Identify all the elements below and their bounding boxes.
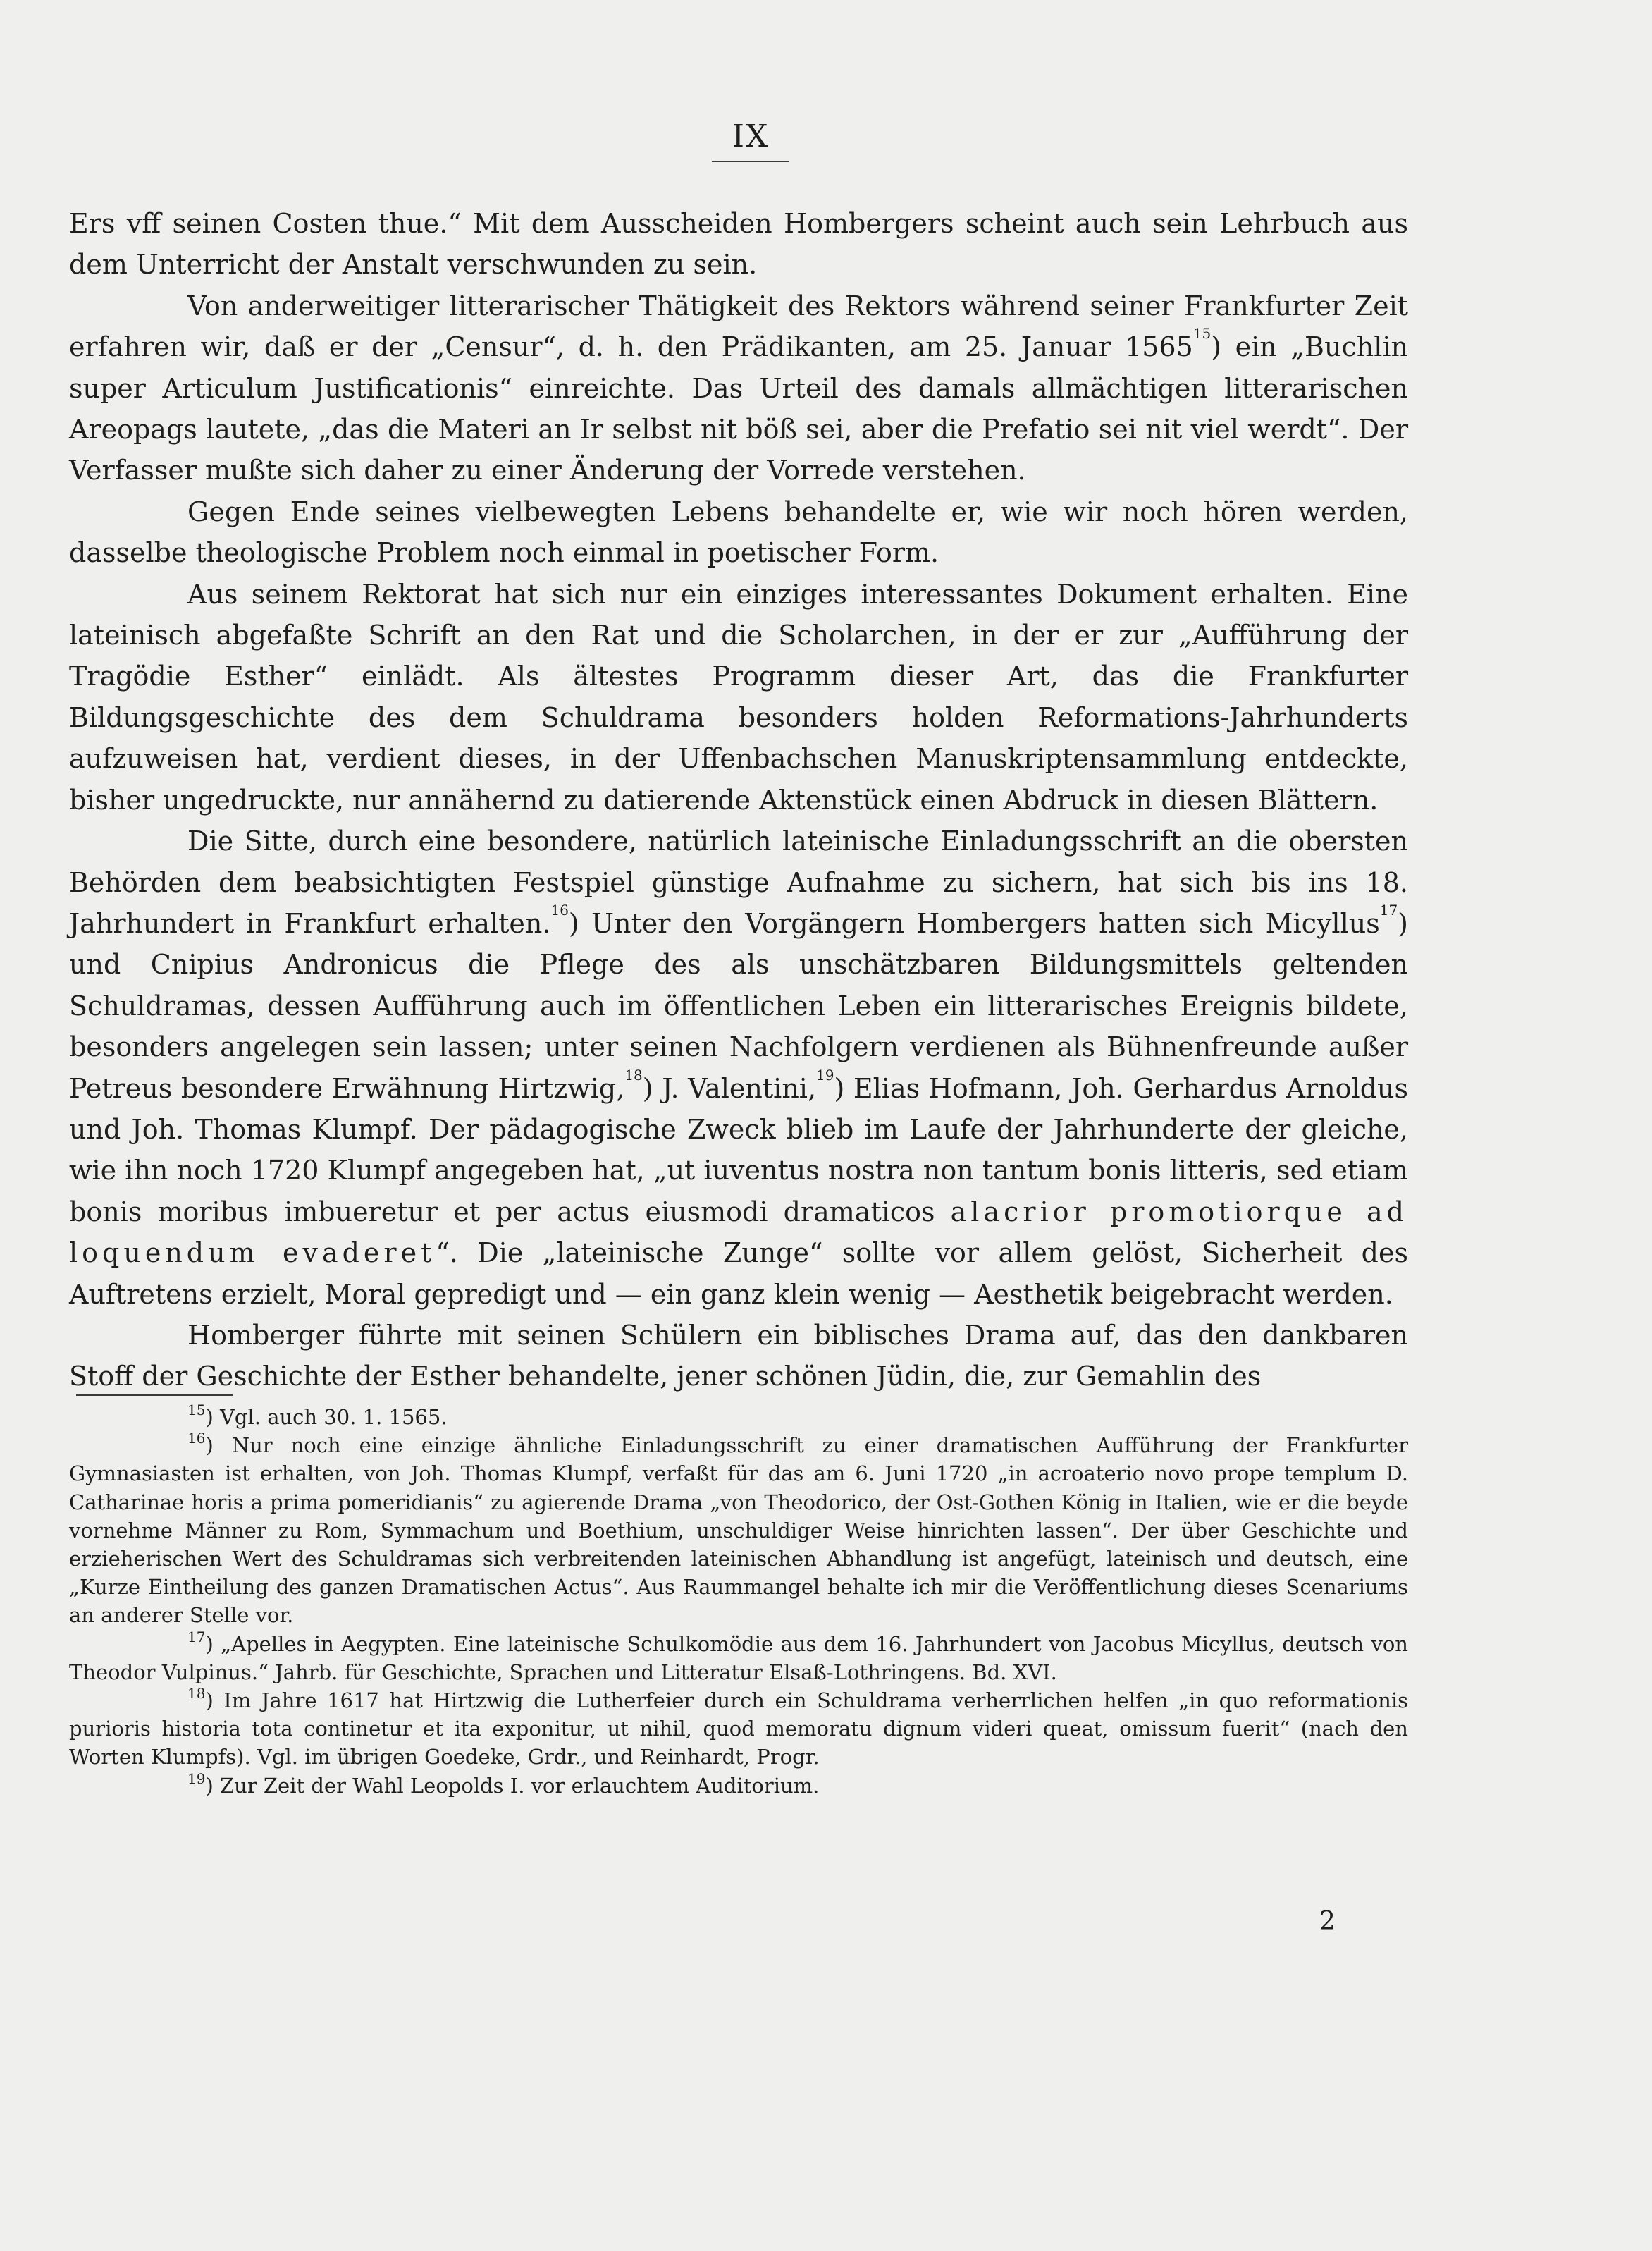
footnote-ref-19: 19 <box>816 1066 834 1084</box>
footnote-16-mark: 16 <box>187 1430 206 1447</box>
footnote-19 <box>69 1769 1408 1800</box>
footnote-17-mark: 17 <box>187 1628 206 1645</box>
paragraph-3: Gegen Ende seines vielbewegten Lebens behandelte er, wie wir noch hören werden, dasselbe theologische Problem noch einmal in poetischer Form. <box>69 496 1408 569</box>
footnote-ref-15: 15 <box>1192 325 1212 343</box>
footnote-17 <box>69 1630 1408 1686</box>
signature-mark: 2 <box>1319 1907 1336 1936</box>
paragraph-1: Ers vff seinen Costen thue.“ Mit dem Ausscheiden Hombergers scheint auch sein Lehrbuch aus dem Unterricht der Anstalt verschwunden zu sein. <box>69 208 1408 281</box>
footnote-16-text: ) Nur noch eine einzige ähnliche Einladungsschrift zu einer dramatischen Aufführung der Frankfurter Gymnasiasten ist erhalten, von Joh. Thomas Klumpf, verfaßt für das am 6. Juni 1720 „in acroaterio novo prope templum D. Catharinae horis a prima pomeridianis“ zu agierende Drama „von Theodorico, der Ost-Gothen König in Italien, wie er die beyde vornehme Männer zu Rom, Symmachum und Boethium, unschuldiger Weise hinrichten lassen“. Der über Geschichte und erzieherischen Wert des Schuldramas sich verbreitenden lateinischen Abhandlung ist angefügt, lateinisch und deutsch, eine „Kurze Eintheilung des ganzen Dramatischen Actus“. Aus Raummangel behalte ich mir die Veröffentlichung dieses Scenariums an anderer Stelle vor. <box>69 1433 1408 1628</box>
footnote-17-text: ) „Apelles in Aegypten. Eine lateinische Schulkomödie aus dem 16. Jahrhundert von Jacobus Micyllus, deutsch von Theodor Vulpinus.“ Jahrb. für Geschichte, Sprachen und Litteratur Elsaß-Lothringens. Bd. XVI. <box>69 1631 1408 1684</box>
paragraph-5 <box>69 821 1408 1315</box>
paragraph-2-text-b: ) ein „Buchlin super Articulum Justificationis“ einreichte. Das Urteil des damals allmächtigen litterarischen Areopags lautete, „das die Materi an Ir selbst nit böß sei, aber die Prefatio sei nit viel werdt“. Der Verfasser mußte sich daher zu einer Änderung der Vorrede verstehen. <box>69 331 1408 486</box>
footnote-15-mark: 15 <box>187 1401 206 1418</box>
footnote-15 <box>69 1403 1408 1431</box>
paragraph-5-spaced-quote: alacrior promotiorque ad loquendum evaderet <box>69 1196 1409 1269</box>
footnote-18 <box>69 1686 1408 1772</box>
paragraph-5-text-d: ) J. Valentini, <box>642 1072 817 1104</box>
paragraph-5-text-f: “. Die „lateinische Zunge“ sollte vor allem gelöst, Sicherheit des Auftretens erzielt, Moral gepredigt und — ein ganz klein wenig — Aesthetik beigebracht werden. <box>69 1237 1408 1310</box>
paragraph-5-text-c: ) und Cnipius Andronicus die Pflege des als unschätzbaren Bildungsmittels geltenden Schuldramas, dessen Aufführung auch im öffentlichen Leben ein litterarisches Ereignis bildete, besonders angelegen sein lassen; unter seinen Nachfolgern verdienen als Bühnenfreunde außer Petreus besondere Erwähnung Hirtzwig, <box>69 907 1408 1104</box>
footnote-rule <box>76 1394 233 1396</box>
footnote-ref-16: 16 <box>550 901 569 919</box>
footnote-19-mark: 19 <box>187 1769 206 1787</box>
footnote-ref-18: 18 <box>624 1066 643 1084</box>
main-text <box>69 203 1408 1397</box>
paragraph-5-text-a: Die Sitte, durch eine besondere, natürlich lateinische Einladungsschrift an die obersten Behörden dem beabsichtigten Festspiel günstige Aufnahme zu sichern, hat sich bis ins 18. Jahrhundert in Frankfurt erhalten. <box>69 826 1408 939</box>
footnote-18-mark: 18 <box>187 1685 206 1703</box>
footnote-16 <box>69 1431 1408 1629</box>
paragraph-5-text-b: ) Unter den Vorgängern Hombergers hatten sich Micyllus <box>568 907 1380 939</box>
paragraph-2-text-a: Von anderweitiger litterarischer Thätigkeit des Rektors während seiner Frankfurter Zeit erfahren wir, daß er der „Censur“, d. h. den Prädikanten, am 25. Januar 1565 <box>69 290 1408 363</box>
footnote-15-text: ) Vgl. auch 30. 1. 1565. <box>205 1405 448 1429</box>
page-number-rule <box>712 161 789 162</box>
footnote-ref-17: 17 <box>1379 901 1398 919</box>
page-number: IX <box>732 118 770 154</box>
footnote-19-text: ) Zur Zeit der Wahl Leopolds I. vor erlauchtem Auditorium. <box>205 1773 820 1798</box>
footnote-18-text: ) Im Jahre 1617 hat Hirtzwig die Lutherfeier durch ein Schuldrama verherrlichen helfen „in quo reformationis purioris historia tota continetur et ita exponitur, ut nihil, quod memoratu dignum videri queat, omissum fuerit“ (nach den Worten Klumpfs). Vgl. im übrigen Goedeke, Grdr., und Reinhardt, Progr. <box>69 1688 1408 1769</box>
paragraph-5-text-e: ) Elias Hofmann, Joh. Gerhardus Arnoldus und Joh. Thomas Klumpf. Der pädagogische Zweck blieb im Laufe der Jahrhunderte der gleiche, wie ihn noch 1720 Klumpf angegeben hat, „ut iuventus nostra non tantum bonis litteris, sed etiam bonis moribus imbueretur et per actus eiusmodi dramaticos <box>69 1072 1408 1227</box>
paragraph-4: Aus seinem Rektorat hat sich nur ein einziges interessantes Dokument erhalten. Eine lateinisch abgefaßte Schrift an den Rat und die Scholarchen, in der er zur „Aufführung der Tragödie Esther“ einlädt. Als ältestes Programm dieser Art, das die Frankfurter Bildungsgeschichte des dem Schuldrama besonders holden Reformations-Jahrhunderts aufzuweisen hat, verdient dieses, in der Uffenbachschen Manuskriptensammlung entdeckte, bisher ungedruckte, nur annähernd zu datierende Aktenstück einen Abdruck in diesen Blättern. <box>69 578 1408 816</box>
paragraph-2 <box>69 286 1408 491</box>
footnotes <box>69 1403 1408 1800</box>
paragraph-6: Homberger führte mit seinen Schülern ein biblisches Drama auf, das den dankbaren Stoff der Geschichte der Esther behandelte, jener schönen Jüdin, die, zur Gemahlin des <box>69 1319 1408 1392</box>
